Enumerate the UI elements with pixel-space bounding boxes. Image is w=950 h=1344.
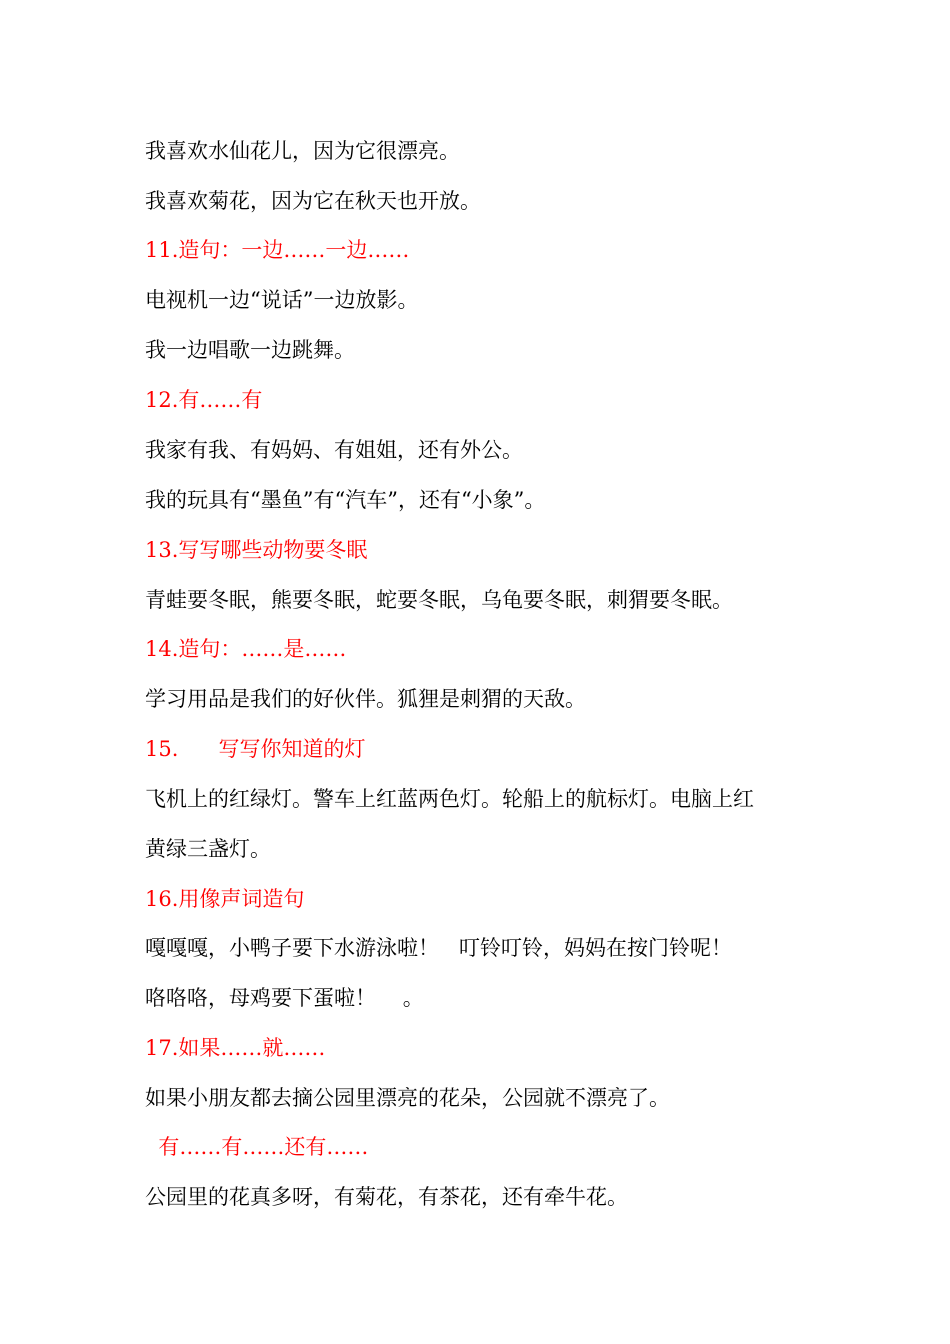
body-line: 我一边唱歌一边跳舞。 [145, 338, 355, 362]
body-line: 如果小朋友都去摘公园里漂亮的花朵，公园就不漂亮了。 [145, 1086, 670, 1110]
body-line: 我喜欢菊花，因为它在秋天也开放。 [145, 189, 481, 213]
section-heading-13: 13.写写哪些动物要冬眠 [145, 538, 368, 562]
section-heading-14: 14.造句：……是…… [145, 637, 347, 661]
body-line: 我喜欢水仙花儿，因为它很漂亮。 [145, 139, 460, 163]
body-line: 电视机一边“说话”一边放影。 [145, 288, 419, 312]
body-line: 嘎嘎嘎，小鸭子要下水游泳啦！ 叮铃叮铃，妈妈在按门铃呢！ [145, 936, 733, 960]
section-heading-11: 11.造句：一边……一边…… [145, 238, 410, 262]
section-heading-17: 17.如果……就…… [145, 1036, 326, 1060]
section-heading-15: 15. 写写你知道的灯 [145, 737, 366, 761]
section-heading-16: 16.用像声词造句 [145, 887, 305, 911]
body-line: 黄绿三盏灯。 [145, 837, 271, 861]
body-line: 我家有我、有妈妈、有姐姐，还有外公。 [145, 438, 523, 462]
body-line: 青蛙要冬眠，熊要冬眠，蛇要冬眠，乌龟要冬眠，刺猬要冬眠。 [145, 588, 733, 612]
section-heading-12: 12.有……有 [145, 388, 263, 412]
body-line: 学习用品是我们的好伙伴。狐狸是刺猬的天敌。 [145, 687, 586, 711]
body-line: 飞机上的红绿灯。警车上红蓝两色灯。轮船上的航标灯。电脑上红 [145, 787, 754, 811]
section-heading-sub: 有……有……还有…… [145, 1135, 369, 1159]
body-line: 公园里的花真多呀，有菊花，有茶花，还有牵牛花。 [145, 1185, 628, 1209]
body-line: 咯咯咯，母鸡要下蛋啦！ 。 [145, 986, 424, 1010]
body-line: 我的玩具有“墨鱼”有“汽车”，还有“小象”。 [145, 488, 546, 512]
